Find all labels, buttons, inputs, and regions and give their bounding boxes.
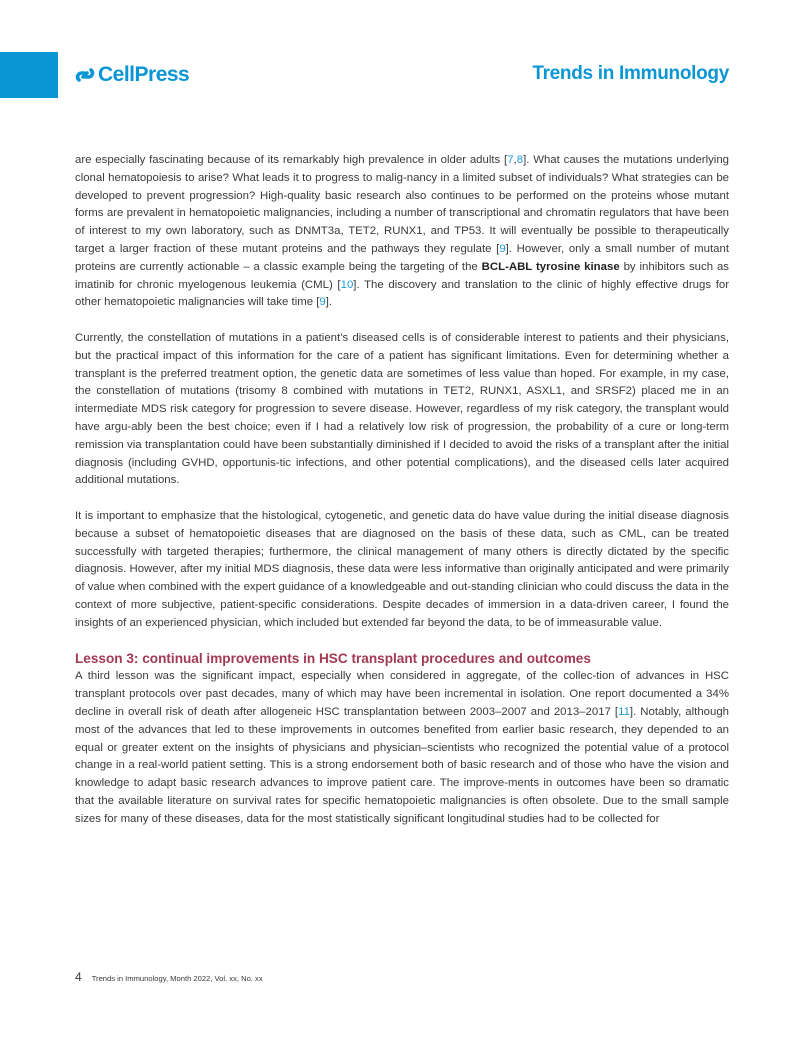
page-footer [75,970,263,984]
article-body [75,152,729,828]
reference-link[interactable]: 7 [507,154,514,166]
publisher-name: CellPress [98,63,190,86]
reference-link[interactable]: 9 [499,242,506,255]
reference-link[interactable]: 8 [516,154,524,166]
header-color-bar [0,52,58,98]
text: by inhibitors such as imatinib for chronic myelogenous leukemia (CML) [ [75,260,729,291]
paragraph-2: Currently, the constellation of mutations in a patient’s diseased cells is of considerable interest to patients and their physicians, but the practical impact of this information for the care of a patient has significant limitations. Even for determining whether a transplant is the preferred treatment option, the genetic data are sometimes of less value than hoped. For example, in my case, the constellation of mutations (trisomy 8 combined with mutations in TET2, RUNX1, ASXL1, and SRSF2) placed me in an intermediate MDS risk category for progression to severe disease. However, regardless of my risk category, the transplant would have argu-ably been the best choice; even if I had a relatively low risk of progression, the probability of a cure or long-term remission via transplantation could have been substantially diminished if I decided to avoid the risks of a transplant after the initial diagnosis (including GVHD, opportunis-tic infections, and other potential complications), and the diseased cells later acquired additional mutations. [75,331,729,487]
text: A third lesson was the significant impact, especially when considered in aggregate, of the collec-tion of advances in HSC transplant protocols over past decades, many of which may have been incremental in isolation. One report documented a 34% decline in overall risk of death after allogeneic HSC transplantation between 2003–2007 and 2013–2017 [ [75,670,729,718]
section-heading: Lesson 3: continual improvements in HSC transplant procedures and outcomes [75,651,591,667]
text: are especially fascinating because of its remarkably high prevalence in older adults [ [75,154,508,166]
cellpress-link-icon [75,65,95,85]
footer-citation: Trends in Immunology, Month 2022, Vol. xx, No. xx [91,974,263,983]
journal-title[interactable]: Trends in Immunology [532,63,729,84]
reference-link[interactable]: 11 [618,705,630,718]
cellpress-logo[interactable] [75,62,189,88]
paragraph-1 [75,152,729,312]
text: ]. Notably, although most of the advances that led to these improvements in outcomes benefited from earlier basic research, they depended to an equal or greater extent on the insights of physicians and physician–scientists who recognized the potential value of a protocol change in a real-world patient setting. This is a strong endorsement both of basic research and of those who have the vision and knowledge to adapt basic research advances to improve patient care. The improve-ments in outcomes have been so dramatic that the available literature on survival rates for specific hematopoietic malignancies is often obsolete. Due to the small sample sizes for many of these diseases, data for the most statistically significant longitudinal studies had to be collected for [75,705,729,825]
text: ]. However, only a small number of mutant proteins are currently actionable – a classic example being the targeting of the [75,242,730,273]
text: , [513,154,517,166]
paragraph-4 [75,668,729,828]
reference-link[interactable]: 10 [340,278,354,291]
glossary-term[interactable]: BCL-ABL tyrosine kinase [481,260,620,273]
reference-link[interactable]: 9 [319,296,326,309]
text: ]. What causes the mutations underlying clonal hematopoiesis to arise? What leads it to progress to malig-nancy in a limited subset of individuals? What strategies can be developed to prevent progression? High-quality basic research also continues to be performed on the proteins whose mutant forms are prevalent in hematopoietic malignancies, including a number of transcriptional and chromatin regulators that have been of interest to my own laboratory, such as DNMT3a, TET2, RUNX1, and TP53. It will eventually be possible to therapeutically target a larger fraction of these mutant proteins and the pathways they regulate [ [75,154,729,255]
page-number: 4 [75,970,82,984]
text: ]. The discovery and translation to the clinic of highly effective drugs for other hematopoietic malignancies will take time [ [75,278,730,309]
paragraph-3: It is important to emphasize that the histological, cytogenetic, and genetic data do have value during the initial disease diagnosis because a subset of hematopoietic diseases that are diagnosed on the basis of these data, such as CML, can be treated successfully with targeted therapies; furthermore, the clinical management of many others is directly dictated by the specific diagnosis. However, after my initial MDS diagnosis, these data were less informative than originally anticipated and were primarily of value when combined with the expert guidance of a knowledgeable and out-standing clinician who could discuss the data in the context of more subjective, patient-specific considerations. Despite decades of immersion in a data-driven career, I found the insights of an experienced physician, which included but extended far beyond the data, to be of immeasurable value. [75,509,729,629]
text: ]. [325,296,333,309]
